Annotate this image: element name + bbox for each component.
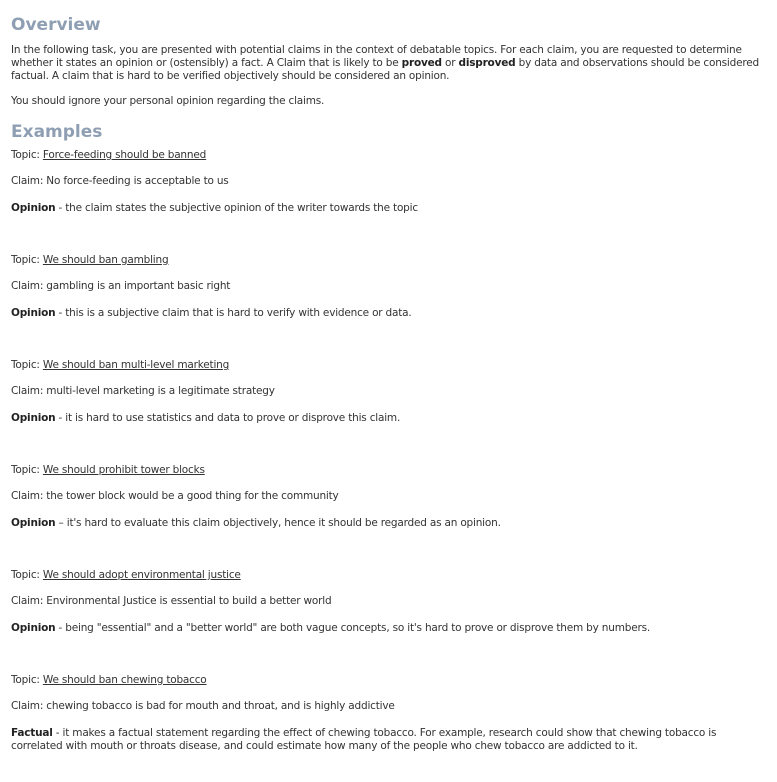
- topic-prefix: Topic:: [11, 569, 43, 581]
- overview-text-c: by data and observations should be considered factual. A claim that is hard to be verified objectively should be considered an opinion.: [11, 57, 759, 82]
- example-item: [11, 359, 765, 425]
- example-claim: Claim: multi-level marketing is a legitimate strategy: [11, 385, 275, 397]
- examples-heading: Examples: [11, 122, 103, 142]
- example-topic: [11, 464, 765, 477]
- verdict-explanation: - the claim states the subjective opinion of the writer towards the topic: [55, 202, 418, 214]
- topic-link[interactable]: We should adopt environmental justice: [42, 569, 241, 581]
- verdict-label: Opinion: [11, 412, 56, 424]
- verdict-label: Opinion: [11, 517, 56, 529]
- example-claim: Claim: No force-feeding is acceptable to us: [11, 175, 229, 187]
- example-verdict: [11, 517, 765, 530]
- example-claim: Claim: chewing tobacco is bad for mouth and throat, and is highly addictive: [11, 700, 395, 712]
- example-claim: Claim: the tower block would be a good thing for the community: [11, 490, 339, 502]
- example-claim: Claim: gambling is an important basic right: [11, 280, 231, 292]
- verdict-label: Opinion: [11, 622, 56, 634]
- example-claim: Claim: Environmental Justice is essential to build a better world: [11, 595, 332, 607]
- example-verdict: [11, 202, 765, 215]
- verdict-explanation: - it is hard to use statistics and data to prove or disprove this claim.: [55, 412, 401, 424]
- topic-link[interactable]: We should ban gambling: [42, 254, 169, 266]
- topic-link[interactable]: We should ban chewing tobacco: [42, 674, 207, 686]
- topic-prefix: Topic:: [11, 674, 43, 686]
- example-verdict: [11, 412, 765, 425]
- overview-text-mid: or: [441, 57, 459, 69]
- verdict-explanation: - this is a subjective claim that is hard to verify with evidence or data.: [55, 307, 412, 319]
- example-verdict: [11, 622, 765, 635]
- example-item: [11, 464, 765, 530]
- topic-link[interactable]: Force-feeding should be banned: [42, 149, 207, 161]
- verdict-label: Opinion: [11, 202, 56, 214]
- ignore-opinion-note: You should ignore your personal opinion regarding the claims.: [11, 95, 325, 107]
- proved-emphasis: proved: [401, 57, 442, 69]
- example-item: [11, 254, 765, 320]
- example-item: [11, 674, 765, 753]
- topic-prefix: Topic:: [11, 464, 43, 476]
- topic-prefix: Topic:: [11, 359, 43, 371]
- example-verdict: [11, 727, 765, 753]
- example-topic: [11, 674, 765, 687]
- example-topic: [11, 254, 765, 267]
- example-topic: [11, 569, 765, 582]
- overview-heading: Overview: [11, 15, 101, 35]
- topic-link[interactable]: We should ban multi-level marketing: [42, 359, 230, 371]
- overview-paragraph: [11, 44, 765, 83]
- example-item: [11, 569, 765, 635]
- verdict-label: Opinion: [11, 307, 56, 319]
- example-item: [11, 149, 765, 215]
- topic-prefix: Topic:: [11, 149, 43, 161]
- verdict-label: Factual: [11, 727, 53, 739]
- verdict-explanation: - being "essential" and a "better world" are both vague concepts, so it's hard to prove or disprove them by numbers.: [55, 622, 650, 634]
- overview-text-a: In the following task, you are presented with potential claims in the context of debatable topics. For each claim, you are requested to determine whether it states an opinion or (ostensibly) a fact. A Claim that is likely to be: [11, 44, 742, 69]
- disproved-emphasis: disproved: [458, 57, 516, 69]
- example-topic: [11, 149, 765, 162]
- verdict-explanation: - it makes a factual statement regarding the effect of chewing tobacco. For example, research could show that chewing tobacco is correlated with mouth or throats disease, and could estimate how many of the people who chew tobacco are addicted to it.: [11, 727, 717, 752]
- example-topic: [11, 359, 765, 372]
- topic-prefix: Topic:: [11, 254, 43, 266]
- topic-link[interactable]: We should prohibit tower blocks: [42, 464, 205, 476]
- example-verdict: [11, 307, 765, 320]
- verdict-explanation: – it's hard to evaluate this claim objectively, hence it should be regarded as an opinion.: [55, 517, 501, 529]
